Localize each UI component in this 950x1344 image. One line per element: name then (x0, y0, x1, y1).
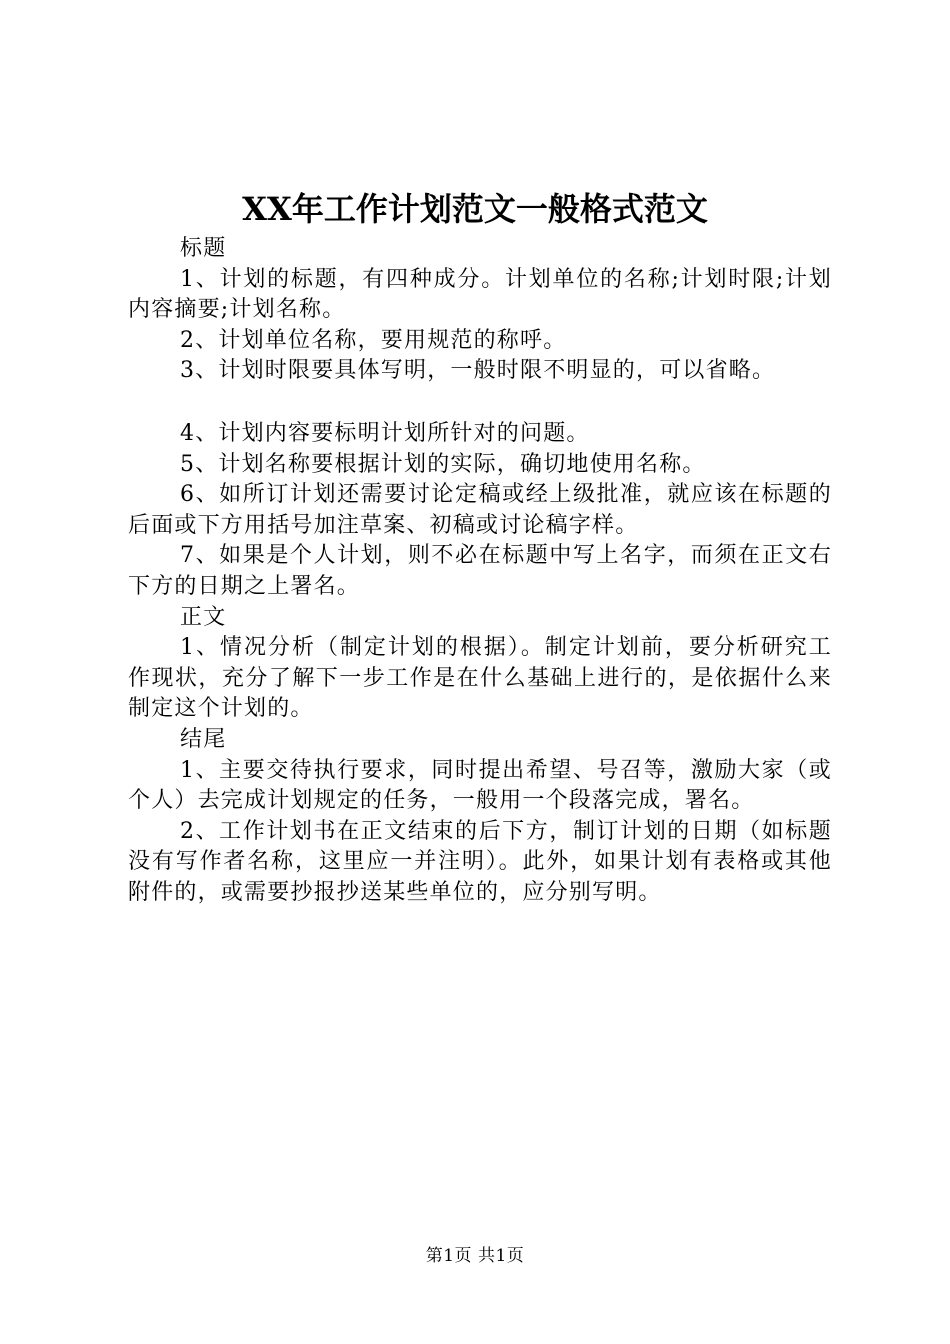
paragraph: 4、计划内容要标明计划所针对的问题。 (180, 420, 590, 446)
page-number: 第1页 共1页 (425, 1246, 525, 1266)
paragraph: 3、计划时限要具体写明，一般时限不明显的，可以省略。 (180, 358, 776, 384)
section-heading-body: 正文 (180, 604, 227, 630)
paragraph: 5、计划名称要根据计划的实际，确切地使用名称。 (180, 451, 706, 477)
section-heading-ending: 结尾 (180, 726, 227, 752)
section-heading-title: 标题 (180, 236, 227, 261)
paragraph: 1、情况分析（制定计划的根据）。制定计划前，要分析研究工作现状，充分了解下一步工作是在什么基础上进行的，是依据什么来制定这个计划的。 (128, 635, 832, 722)
document-body (128, 234, 832, 908)
paragraph: 2、计划单位名称，要用规范的称呼。 (180, 327, 567, 353)
document-title: XX年工作计划范文一般格式范文 (242, 190, 708, 228)
paragraph: 2、工作计划书在正文结束的后下方，制订计划的日期（如标题没有写作者名称，这里应一并注明）。此外，如果计划有表格或其他附件的，或需要抄报抄送某些单位的，应分别写明。 (128, 818, 832, 905)
paragraph: 1、计划的标题，有四种成分。计划单位的名称;计划时限;计划内容摘要;计划名称。 (128, 266, 832, 323)
paragraph: 6、如所订计划还需要讨论定稿或经上级批准，就应该在标题的后面或下方用括号加注草案、初稿或讨论稿字样。 (128, 482, 832, 538)
paragraph: 1、主要交待执行要求，同时提出希望、号召等，激励大家（或个人）去完成计划规定的任务，一般用一个段落完成，署名。 (128, 757, 832, 814)
paragraph: 7、如果是个人计划，则不必在标题中写上名字，而须在正文右下方的日期之上署名。 (128, 543, 832, 599)
